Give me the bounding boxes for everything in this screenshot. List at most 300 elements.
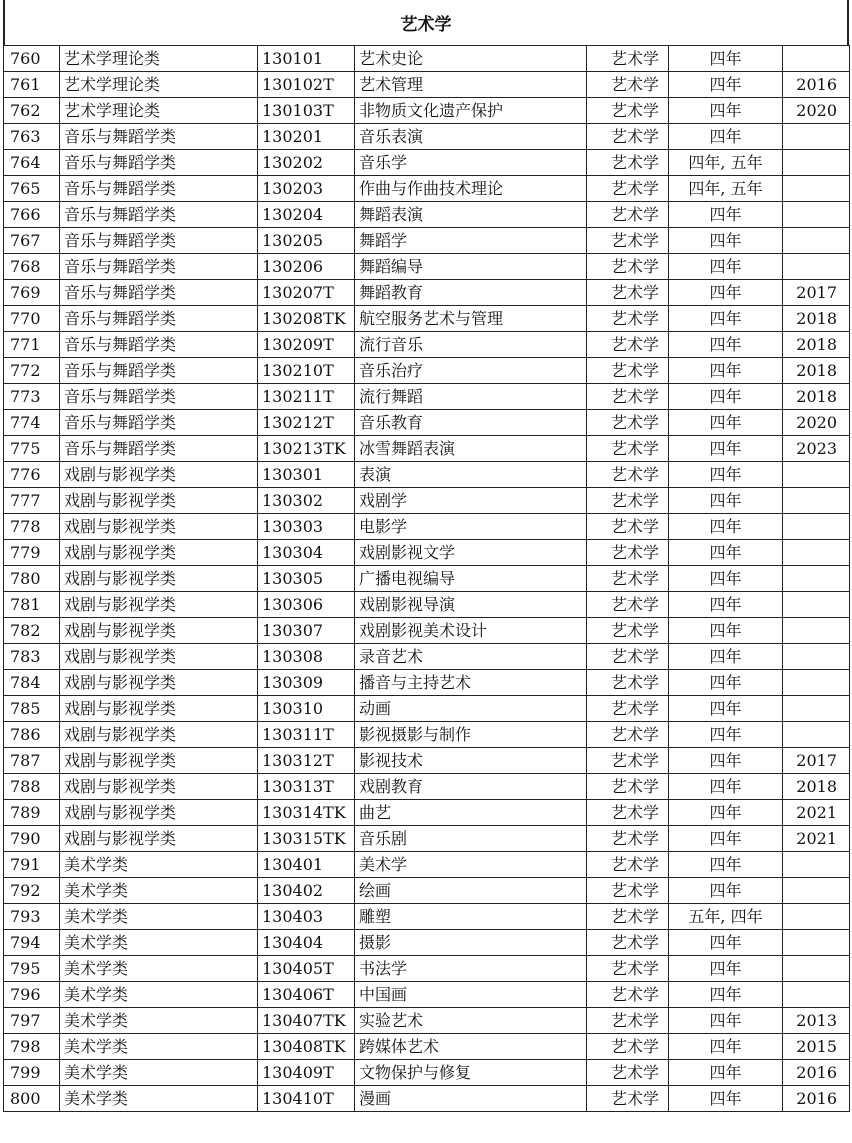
year-cell: [783, 228, 850, 254]
code-cell: 130303: [258, 514, 355, 540]
major-name-cell: 表演: [355, 462, 587, 488]
duration-cell: 四年: [669, 72, 783, 98]
table-row: [4, 670, 850, 696]
major-name-cell: 美术学: [355, 852, 587, 878]
row-number: 774: [4, 410, 60, 436]
year-cell: [783, 488, 850, 514]
year-cell: 2013: [783, 1008, 850, 1034]
code-cell: 130201: [258, 124, 355, 150]
major-name-cell: 音乐剧: [355, 826, 587, 852]
table-row: [4, 202, 850, 228]
code-cell: 130210T: [258, 358, 355, 384]
duration-cell: 四年: [669, 384, 783, 410]
category-cell: 音乐与舞蹈学类: [60, 254, 258, 280]
major-name-cell: 电影学: [355, 514, 587, 540]
table-row: [4, 46, 850, 72]
category-cell: 戏剧与影视学类: [60, 618, 258, 644]
code-cell: 130305: [258, 566, 355, 592]
major-name-cell: 跨媒体艺术: [355, 1034, 587, 1060]
year-cell: 2017: [783, 280, 850, 306]
degree-cell: 艺术学: [587, 1008, 669, 1034]
code-cell: 130312T: [258, 748, 355, 774]
code-cell: 130205: [258, 228, 355, 254]
table-row: [4, 774, 850, 800]
degree-cell: 艺术学: [587, 488, 669, 514]
table-row: [4, 982, 850, 1008]
year-cell: 2021: [783, 826, 850, 852]
category-cell: 美术学类: [60, 852, 258, 878]
major-name-cell: 音乐教育: [355, 410, 587, 436]
degree-cell: 艺术学: [587, 150, 669, 176]
category-cell: 音乐与舞蹈学类: [60, 280, 258, 306]
year-cell: 2016: [783, 1086, 850, 1112]
code-cell: 130405T: [258, 956, 355, 982]
code-cell: 130203: [258, 176, 355, 202]
category-cell: 艺术学理论类: [60, 98, 258, 124]
duration-cell: 四年: [669, 930, 783, 956]
category-cell: 美术学类: [60, 1086, 258, 1112]
category-cell: 戏剧与影视学类: [60, 800, 258, 826]
degree-cell: 艺术学: [587, 800, 669, 826]
table-row: [4, 878, 850, 904]
category-cell: 美术学类: [60, 1008, 258, 1034]
row-number: 789: [4, 800, 60, 826]
row-number: 796: [4, 982, 60, 1008]
duration-cell: 四年: [669, 410, 783, 436]
row-number: 769: [4, 280, 60, 306]
duration-cell: 四年: [669, 280, 783, 306]
row-number: 773: [4, 384, 60, 410]
major-name-cell: 音乐治疗: [355, 358, 587, 384]
row-number: 799: [4, 1060, 60, 1086]
code-cell: 130401: [258, 852, 355, 878]
table-row: [4, 72, 850, 98]
year-cell: [783, 202, 850, 228]
duration-cell: 四年: [669, 878, 783, 904]
year-cell: [783, 982, 850, 1008]
year-cell: [783, 540, 850, 566]
degree-cell: 艺术学: [587, 566, 669, 592]
duration-cell: 五年, 四年: [669, 904, 783, 930]
major-name-cell: 流行音乐: [355, 332, 587, 358]
year-cell: 2020: [783, 98, 850, 124]
row-number: 766: [4, 202, 60, 228]
row-number: 778: [4, 514, 60, 540]
category-cell: 音乐与舞蹈学类: [60, 384, 258, 410]
category-cell: 戏剧与影视学类: [60, 670, 258, 696]
row-number: 783: [4, 644, 60, 670]
row-number: 780: [4, 566, 60, 592]
code-cell: 130306: [258, 592, 355, 618]
degree-cell: 艺术学: [587, 982, 669, 1008]
major-name-cell: 非物质文化遗产保护: [355, 98, 587, 124]
category-cell: 音乐与舞蹈学类: [60, 410, 258, 436]
major-name-cell: 动画: [355, 696, 587, 722]
duration-cell: 四年: [669, 514, 783, 540]
row-number: 767: [4, 228, 60, 254]
degree-cell: 艺术学: [587, 592, 669, 618]
degree-cell: 艺术学: [587, 696, 669, 722]
major-name-cell: 艺术管理: [355, 72, 587, 98]
row-number: 765: [4, 176, 60, 202]
table-row: [4, 280, 850, 306]
code-cell: 130402: [258, 878, 355, 904]
year-cell: [783, 124, 850, 150]
degree-cell: 艺术学: [587, 1060, 669, 1086]
major-name-cell: 戏剧影视导演: [355, 592, 587, 618]
year-cell: [783, 46, 850, 72]
category-cell: 戏剧与影视学类: [60, 696, 258, 722]
major-name-cell: 书法学: [355, 956, 587, 982]
year-cell: [783, 878, 850, 904]
degree-cell: 艺术学: [587, 72, 669, 98]
year-cell: [783, 904, 850, 930]
category-cell: 戏剧与影视学类: [60, 488, 258, 514]
code-cell: 130406T: [258, 982, 355, 1008]
category-cell: 音乐与舞蹈学类: [60, 358, 258, 384]
code-cell: 130313T: [258, 774, 355, 800]
category-cell: 美术学类: [60, 1060, 258, 1086]
table-row: [4, 748, 850, 774]
duration-cell: 四年: [669, 124, 783, 150]
major-name-cell: 录音艺术: [355, 644, 587, 670]
year-cell: [783, 618, 850, 644]
table-row: [4, 696, 850, 722]
year-cell: [783, 592, 850, 618]
duration-cell: 四年: [669, 436, 783, 462]
code-cell: 130208TK: [258, 306, 355, 332]
document-sheet: [3, 0, 849, 1112]
code-cell: 130308: [258, 644, 355, 670]
category-cell: 音乐与舞蹈学类: [60, 306, 258, 332]
table-row: [4, 410, 850, 436]
year-cell: [783, 722, 850, 748]
code-cell: 130407TK: [258, 1008, 355, 1034]
category-cell: 音乐与舞蹈学类: [60, 202, 258, 228]
major-name-cell: 舞蹈编导: [355, 254, 587, 280]
code-cell: 130410T: [258, 1086, 355, 1112]
table-row: [4, 514, 850, 540]
year-cell: 2017: [783, 748, 850, 774]
major-name-cell: 舞蹈学: [355, 228, 587, 254]
major-table: [3, 45, 850, 1112]
code-cell: 130101: [258, 46, 355, 72]
code-cell: 130103T: [258, 98, 355, 124]
duration-cell: 四年: [669, 566, 783, 592]
major-name-cell: 航空服务艺术与管理: [355, 306, 587, 332]
degree-cell: 艺术学: [587, 852, 669, 878]
table-row: [4, 254, 850, 280]
year-cell: 2018: [783, 384, 850, 410]
table-row: [4, 384, 850, 410]
major-name-cell: 雕塑: [355, 904, 587, 930]
duration-cell: 四年: [669, 488, 783, 514]
code-cell: 130204: [258, 202, 355, 228]
code-cell: 130209T: [258, 332, 355, 358]
major-name-cell: 绘画: [355, 878, 587, 904]
degree-cell: 艺术学: [587, 540, 669, 566]
row-number: 785: [4, 696, 60, 722]
row-number: 775: [4, 436, 60, 462]
degree-cell: 艺术学: [587, 670, 669, 696]
duration-cell: 四年, 五年: [669, 176, 783, 202]
category-cell: 戏剧与影视学类: [60, 514, 258, 540]
degree-cell: 艺术学: [587, 956, 669, 982]
duration-cell: 四年: [669, 618, 783, 644]
row-number: 788: [4, 774, 60, 800]
row-number: 800: [4, 1086, 60, 1112]
table-row: [4, 306, 850, 332]
row-number: 770: [4, 306, 60, 332]
major-name-cell: 曲艺: [355, 800, 587, 826]
code-cell: 130409T: [258, 1060, 355, 1086]
row-number: 787: [4, 748, 60, 774]
duration-cell: 四年: [669, 748, 783, 774]
duration-cell: 四年: [669, 462, 783, 488]
code-cell: 130302: [258, 488, 355, 514]
code-cell: 130309: [258, 670, 355, 696]
year-cell: [783, 462, 850, 488]
year-cell: [783, 254, 850, 280]
table-row: [4, 826, 850, 852]
category-cell: 音乐与舞蹈学类: [60, 124, 258, 150]
row-number: 784: [4, 670, 60, 696]
row-number: 794: [4, 930, 60, 956]
duration-cell: 四年: [669, 852, 783, 878]
major-name-cell: 戏剧教育: [355, 774, 587, 800]
table-row: [4, 124, 850, 150]
row-number: 798: [4, 1034, 60, 1060]
degree-cell: 艺术学: [587, 1034, 669, 1060]
major-name-cell: 播音与主持艺术: [355, 670, 587, 696]
table-row: [4, 956, 850, 982]
major-name-cell: 艺术史论: [355, 46, 587, 72]
duration-cell: 四年: [669, 592, 783, 618]
duration-cell: 四年: [669, 826, 783, 852]
table-row: [4, 332, 850, 358]
duration-cell: 四年: [669, 254, 783, 280]
duration-cell: 四年, 五年: [669, 150, 783, 176]
category-cell: 戏剧与影视学类: [60, 774, 258, 800]
category-cell: 戏剧与影视学类: [60, 722, 258, 748]
row-number: 771: [4, 332, 60, 358]
row-number: 793: [4, 904, 60, 930]
year-cell: [783, 670, 850, 696]
category-cell: 戏剧与影视学类: [60, 826, 258, 852]
code-cell: 130304: [258, 540, 355, 566]
year-cell: [783, 696, 850, 722]
code-cell: 130211T: [258, 384, 355, 410]
category-cell: 音乐与舞蹈学类: [60, 150, 258, 176]
year-cell: [783, 514, 850, 540]
category-cell: 艺术学理论类: [60, 46, 258, 72]
category-cell: 戏剧与影视学类: [60, 644, 258, 670]
row-number: 779: [4, 540, 60, 566]
year-cell: [783, 176, 850, 202]
year-cell: 2016: [783, 1060, 850, 1086]
degree-cell: 艺术学: [587, 930, 669, 956]
table-row: [4, 462, 850, 488]
row-number: 782: [4, 618, 60, 644]
major-name-cell: 舞蹈表演: [355, 202, 587, 228]
degree-cell: 艺术学: [587, 176, 669, 202]
degree-cell: 艺术学: [587, 124, 669, 150]
category-cell: 戏剧与影视学类: [60, 748, 258, 774]
year-cell: [783, 566, 850, 592]
code-cell: 130403: [258, 904, 355, 930]
category-cell: 美术学类: [60, 930, 258, 956]
category-cell: 美术学类: [60, 982, 258, 1008]
degree-cell: 艺术学: [587, 618, 669, 644]
code-cell: 130315TK: [258, 826, 355, 852]
row-number: 768: [4, 254, 60, 280]
duration-cell: 四年: [669, 332, 783, 358]
degree-cell: 艺术学: [587, 306, 669, 332]
year-cell: [783, 852, 850, 878]
table-row: [4, 488, 850, 514]
year-cell: 2016: [783, 72, 850, 98]
duration-cell: 四年: [669, 1034, 783, 1060]
year-cell: 2015: [783, 1034, 850, 1060]
code-cell: 130314TK: [258, 800, 355, 826]
code-cell: 130307: [258, 618, 355, 644]
table-row: [4, 644, 850, 670]
year-cell: [783, 644, 850, 670]
table-row: [4, 1060, 850, 1086]
degree-cell: 艺术学: [587, 228, 669, 254]
year-cell: [783, 956, 850, 982]
degree-cell: 艺术学: [587, 644, 669, 670]
code-cell: 130212T: [258, 410, 355, 436]
duration-cell: 四年: [669, 696, 783, 722]
row-number: 764: [4, 150, 60, 176]
row-number: 777: [4, 488, 60, 514]
duration-cell: 四年: [669, 722, 783, 748]
table-row: [4, 176, 850, 202]
category-cell: 戏剧与影视学类: [60, 592, 258, 618]
category-cell: 音乐与舞蹈学类: [60, 176, 258, 202]
year-cell: 2018: [783, 332, 850, 358]
degree-cell: 艺术学: [587, 280, 669, 306]
major-name-cell: 流行舞蹈: [355, 384, 587, 410]
row-number: 790: [4, 826, 60, 852]
major-name-cell: 冰雪舞蹈表演: [355, 436, 587, 462]
degree-cell: 艺术学: [587, 904, 669, 930]
duration-cell: 四年: [669, 306, 783, 332]
row-number: 772: [4, 358, 60, 384]
code-cell: 130310: [258, 696, 355, 722]
major-name-cell: 音乐学: [355, 150, 587, 176]
category-cell: 戏剧与影视学类: [60, 462, 258, 488]
table-row: [4, 1034, 850, 1060]
duration-cell: 四年: [669, 540, 783, 566]
table-row: [4, 436, 850, 462]
row-number: 762: [4, 98, 60, 124]
category-cell: 美术学类: [60, 878, 258, 904]
table-row: [4, 722, 850, 748]
degree-cell: 艺术学: [587, 826, 669, 852]
category-cell: 艺术学理论类: [60, 72, 258, 98]
code-cell: 130301: [258, 462, 355, 488]
degree-cell: 艺术学: [587, 1086, 669, 1112]
year-cell: 2018: [783, 306, 850, 332]
major-name-cell: 影视摄影与制作: [355, 722, 587, 748]
year-cell: 2021: [783, 800, 850, 826]
table-row: [4, 1086, 850, 1112]
major-name-cell: 文物保护与修复: [355, 1060, 587, 1086]
table-row: [4, 98, 850, 124]
table-row: [4, 228, 850, 254]
major-name-cell: 摄影: [355, 930, 587, 956]
duration-cell: 四年: [669, 358, 783, 384]
duration-cell: 四年: [669, 644, 783, 670]
row-number: 776: [4, 462, 60, 488]
major-name-cell: 音乐表演: [355, 124, 587, 150]
row-number: 797: [4, 1008, 60, 1034]
table-row: [4, 618, 850, 644]
duration-cell: 四年: [669, 1008, 783, 1034]
degree-cell: 艺术学: [587, 358, 669, 384]
category-cell: 音乐与舞蹈学类: [60, 436, 258, 462]
category-cell: 音乐与舞蹈学类: [60, 228, 258, 254]
degree-cell: 艺术学: [587, 46, 669, 72]
duration-cell: 四年: [669, 774, 783, 800]
degree-cell: 艺术学: [587, 774, 669, 800]
table-row: [4, 1008, 850, 1034]
duration-cell: 四年: [669, 1060, 783, 1086]
category-cell: 戏剧与影视学类: [60, 566, 258, 592]
table-row: [4, 852, 850, 878]
degree-cell: 艺术学: [587, 878, 669, 904]
duration-cell: 四年: [669, 982, 783, 1008]
table-row: [4, 904, 850, 930]
duration-cell: 四年: [669, 46, 783, 72]
code-cell: 130404: [258, 930, 355, 956]
degree-cell: 艺术学: [587, 462, 669, 488]
category-cell: 戏剧与影视学类: [60, 540, 258, 566]
year-cell: 2023: [783, 436, 850, 462]
code-cell: 130408TK: [258, 1034, 355, 1060]
table-row: [4, 930, 850, 956]
major-name-cell: 漫画: [355, 1086, 587, 1112]
degree-cell: 艺术学: [587, 514, 669, 540]
table-body: [4, 46, 850, 1112]
major-name-cell: 作曲与作曲技术理论: [355, 176, 587, 202]
major-name-cell: 中国画: [355, 982, 587, 1008]
duration-cell: 四年: [669, 202, 783, 228]
row-number: 795: [4, 956, 60, 982]
table-row: [4, 540, 850, 566]
major-name-cell: 实验艺术: [355, 1008, 587, 1034]
major-name-cell: 戏剧影视美术设计: [355, 618, 587, 644]
year-cell: [783, 150, 850, 176]
row-number: 786: [4, 722, 60, 748]
degree-cell: 艺术学: [587, 98, 669, 124]
table-row: [4, 150, 850, 176]
code-cell: 130206: [258, 254, 355, 280]
year-cell: 2018: [783, 358, 850, 384]
row-number: 760: [4, 46, 60, 72]
table-row: [4, 800, 850, 826]
row-number: 791: [4, 852, 60, 878]
major-name-cell: 戏剧学: [355, 488, 587, 514]
duration-cell: 四年: [669, 670, 783, 696]
degree-cell: 艺术学: [587, 332, 669, 358]
duration-cell: 四年: [669, 956, 783, 982]
degree-cell: 艺术学: [587, 722, 669, 748]
degree-cell: 艺术学: [587, 254, 669, 280]
year-cell: 2018: [783, 774, 850, 800]
